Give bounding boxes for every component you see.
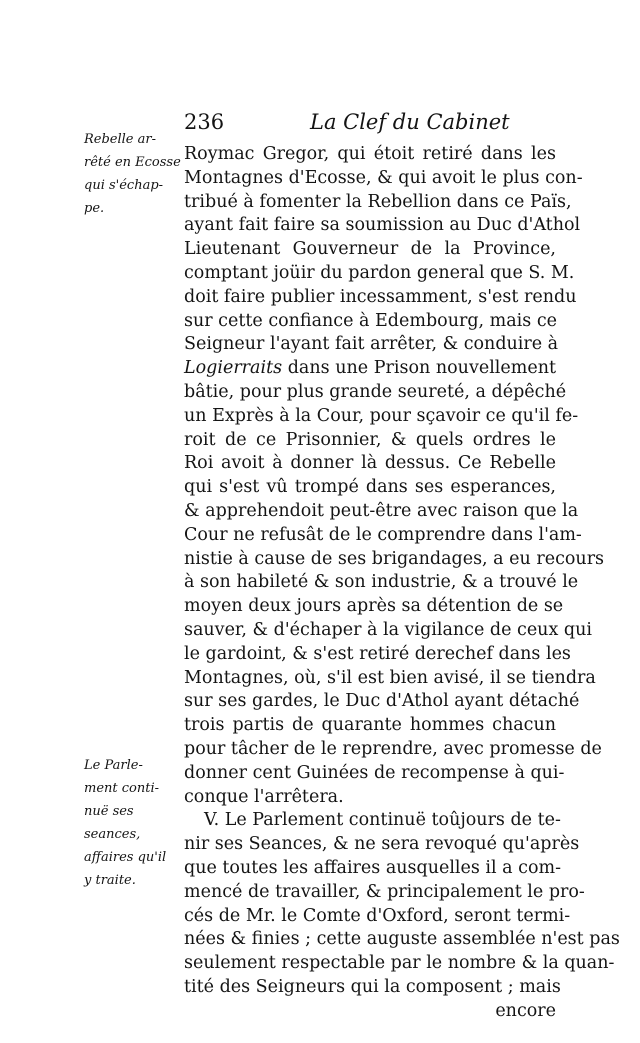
margin-note-line: seances, [84,827,141,842]
page-number: 236 [184,110,225,134]
body-line-with-place [184,357,556,381]
body-line: doit faire publier incessamment, s'est rendu [184,286,577,307]
body-line: seulement respectable par le nombre & la quan- [184,953,615,974]
body-line: cés de Mr. le Comte d'Oxford, seront termi- [184,905,571,926]
body-line: sauver, & d'échaper à la vigilance de ceux qui [184,619,592,640]
running-head: La Clef du Cabinet [310,110,510,134]
margin-note-rebel-arrested [84,128,180,220]
body-line: & apprehendoit peut-être avec raison que la [184,500,579,521]
margin-note-line: Le Parle- [84,758,143,773]
body-line: Roi avoit à donner là dessus. Ce Rebelle [184,453,556,474]
margin-note-line: y traite. [84,873,136,888]
margin-note-line: Rebelle ar- [84,132,156,147]
body-line: Montagnes, où, s'il est bien avisé, il se tiendra [184,667,596,688]
body-line: donner cent Guinées de recompense à qui- [184,762,565,783]
body-line: ayant fait faire sa soumission au Duc d'Athol [184,215,581,236]
margin-note-line: pe. [84,201,105,216]
body-line: Roymac Gregor, qui étoit retiré dans les [184,144,556,164]
body-line: moyen deux jours après sa détention de se [184,596,564,617]
body-line: tité des Seigneurs qui la composent ; mais [184,976,561,997]
body-line: Lieutenant Gouverneur de la Province, [184,239,556,260]
margin-note-line: ment conti- [84,781,160,796]
body-line: sur ses gardes, le Duc d'Athol ayant détaché [184,691,580,712]
margin-note-parliament [84,754,180,892]
body-line: mencé de travailler, & principalement le pro- [184,881,585,902]
body-line: nistie à cause de ses brigandages, a eu recours [184,548,605,569]
body-line: qui s'est vû trompé dans ses esperances, [184,477,556,498]
body-line: nir ses Seances, & ne sera revoqué qu'après [184,834,580,855]
body-line: Montagnes d'Ecosse, & qui avoit le plus con- [184,167,583,188]
body-line: que toutes les affaires ausquelles il a com- [184,857,562,878]
margin-note-line: nuë ses [84,804,134,819]
body-line: nées & finies ; cette auguste assemblée n'est pas [184,929,620,950]
body-line: Seigneur l'ayant fait arrêter, & conduire à [184,334,559,355]
body-line: comptant joüir du pardon general que S. M. [184,262,575,283]
body-line: le gardoint, & s'est retiré derechef dans les [184,643,571,664]
body-line: conque l'arrêtera. [184,786,344,807]
body-line: bâtie, pour plus grande seureté, a dépêché [184,381,567,402]
body-line: roit de ce Prisonnier, & quels ordres le [184,429,556,450]
paragraph-start-line: V. Le Parlement continuë toûjours de te- [204,810,561,831]
page-header [184,110,556,140]
body-line: sur cette confiance à Edembourg, mais ce [184,310,557,331]
body-text [184,143,620,1023]
body-line: pour tâcher de le reprendre, avec promesse de [184,738,602,759]
body-line: tribué à fomenter la Rebellion dans ce Païs, [184,191,572,212]
body-line: un Exprès à la Cour, pour sçavoir ce qu'il fe- [184,405,579,426]
catchword: encore [495,1000,556,1021]
margin-note-line: qui s'échap- [84,178,164,193]
place-name: Logierraits [184,358,283,379]
body-line: Cour ne refusât de le comprendre dans l'am- [184,524,582,545]
body-line: à son habileté & son industrie, & a trouvé le [184,572,579,593]
body-line-rest: dans une Prison nouvellement [287,358,556,379]
margin-note-line: affaires qu'il [84,850,167,865]
body-line: trois partis de quarante hommes chacun [184,715,556,736]
margin-note-line: rêté en Ecosse [84,155,181,170]
